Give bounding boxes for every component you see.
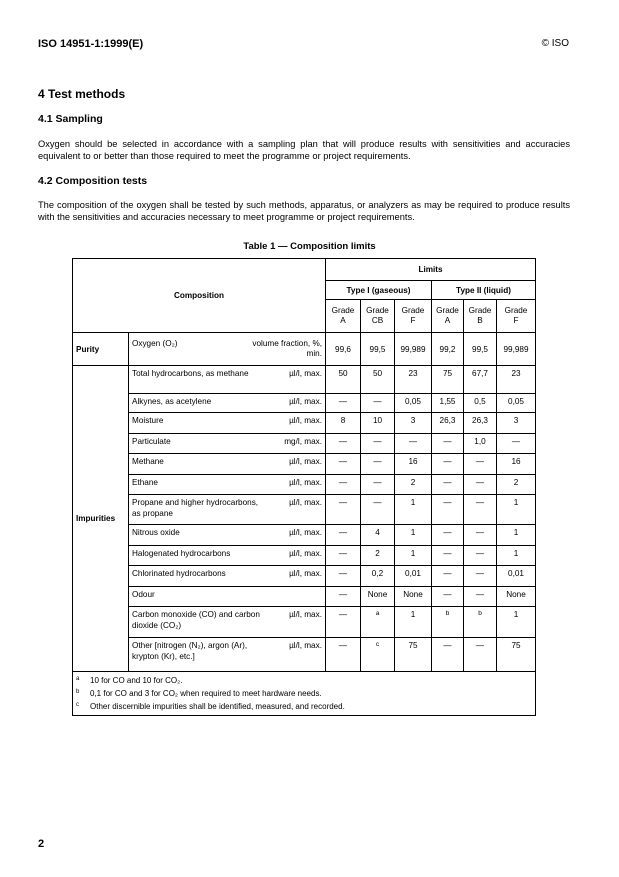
section-4-title: 4 Test methods [38, 87, 126, 101]
impurity-row [73, 546, 536, 566]
impurity-value: — [326, 546, 361, 566]
impurity-value: — [464, 587, 497, 607]
impurity-value: 10 [361, 413, 395, 434]
impurity-composition [129, 607, 326, 638]
impurity-unit: µl/l, max. [289, 457, 322, 466]
impurity-value: 1 [497, 607, 536, 638]
impurity-value: 2 [361, 546, 395, 566]
impurity-row [73, 525, 536, 546]
purity-value: 99,5 [361, 333, 395, 366]
impurity-value: — [464, 475, 497, 495]
impurities-group-label: Impurities [73, 366, 129, 672]
impurity-composition [129, 525, 326, 546]
impurity-name: Carbon monoxide (CO) and carbon dioxide (CO₂) [132, 610, 260, 630]
impurity-value: — [395, 434, 432, 454]
impurity-unit: mg/l, max. [284, 437, 322, 446]
impurity-value: 16 [395, 454, 432, 475]
impurity-row [73, 607, 536, 638]
impurity-value: — [432, 434, 464, 454]
impurity-value: — [497, 434, 536, 454]
impurity-value: None [395, 587, 432, 607]
table-footnote [73, 700, 536, 716]
impurity-value: None [497, 587, 536, 607]
table-footnote [73, 672, 536, 688]
impurity-value: 50 [326, 366, 361, 394]
impurity-value: None [361, 587, 395, 607]
impurity-composition [129, 434, 326, 454]
impurity-composition [129, 475, 326, 495]
table-caption: Table 1 — Composition limits [243, 241, 376, 252]
impurity-value: 2 [497, 475, 536, 495]
footnote-text: 10 for CO and 10 for CO₂. [90, 676, 183, 685]
grade-word: Grade [331, 306, 355, 315]
impurity-value: 0,01 [395, 566, 432, 587]
section-4-1-text: Oxygen should be selected in accordance with a sampling plan that will produce results with sensitivities and accuracies equivalent to or better than those required to meet the programme or project requirements. [38, 139, 570, 161]
impurity-value: 50 [361, 366, 395, 394]
footnote-mark: b [76, 689, 80, 695]
purity-group-label: Purity [73, 333, 129, 366]
impurity-value: 23 [395, 366, 432, 394]
impurity-value: c [361, 638, 395, 672]
grade-header [326, 300, 361, 333]
impurity-value: — [464, 525, 497, 546]
impurity-composition [129, 566, 326, 587]
impurity-composition [129, 546, 326, 566]
impurity-value: — [361, 394, 395, 413]
impurity-value: 1,55 [432, 394, 464, 413]
purity-value: 99,6 [326, 333, 361, 366]
footnote-mark: c [76, 702, 79, 708]
impurity-unit: µl/l, max. [289, 416, 322, 425]
impurity-row [73, 413, 536, 434]
impurity-name: Halogenated hydrocarbons [132, 549, 231, 558]
impurity-value: — [432, 525, 464, 546]
impurity-composition [129, 495, 326, 525]
purity-composition [129, 333, 326, 366]
impurity-value: 1 [395, 495, 432, 525]
footnote-text: Other discernible impurities shall be identified, measured, and recorded. [90, 702, 345, 711]
purity-value: 99,989 [497, 333, 536, 366]
grade-letter: A [340, 316, 346, 325]
impurity-composition [129, 454, 326, 475]
impurity-value: 1,0 [464, 434, 497, 454]
impurity-name: Moisture [132, 416, 164, 425]
impurity-value: — [432, 638, 464, 672]
impurity-value: 75 [432, 366, 464, 394]
impurity-value: 26,3 [432, 413, 464, 434]
impurity-value: 1 [395, 607, 432, 638]
copyright-notice: © ISO [541, 38, 569, 49]
impurity-value: — [432, 566, 464, 587]
impurity-value: 3 [497, 413, 536, 434]
impurity-value: — [326, 566, 361, 587]
impurity-value: 0,01 [497, 566, 536, 587]
impurity-unit: µl/l, max. [289, 549, 322, 558]
grade-header [497, 300, 536, 333]
section-4-2-text: The composition of the oxygen shall be tested by such methods, apparatus, or analyzers as may be required to produce results with the sensitivities and accuracies necessary to meet programme or project requirements. [38, 200, 570, 222]
impurity-composition [129, 638, 326, 672]
section-4-1-title: 4.1 Sampling [38, 113, 103, 125]
impurity-value: — [326, 454, 361, 475]
page-number: 2 [38, 838, 45, 850]
grade-letter: F [410, 316, 416, 325]
impurity-row [73, 454, 536, 475]
impurity-value: — [432, 454, 464, 475]
impurity-name: Total hydrocarbons, as methane [132, 369, 249, 378]
impurity-row [73, 495, 536, 525]
impurity-unit: µl/l, max. [289, 478, 322, 487]
impurity-value: — [326, 638, 361, 672]
impurity-value: 1 [395, 525, 432, 546]
impurity-value: — [326, 434, 361, 454]
impurity-value: — [464, 454, 497, 475]
impurity-value: 2 [395, 475, 432, 495]
impurity-value: 67,7 [464, 366, 497, 394]
impurity-value: 26,3 [464, 413, 497, 434]
impurity-value: 23 [497, 366, 536, 394]
table-footnote [73, 687, 536, 700]
impurity-composition [129, 587, 326, 607]
impurity-name: Alkynes, as acetylene [132, 397, 212, 406]
impurity-unit: µl/l, max. [289, 528, 322, 537]
impurity-value: — [432, 495, 464, 525]
impurity-value: 16 [497, 454, 536, 475]
purity-value: 99,2 [432, 333, 464, 366]
composition-limits-table [72, 258, 536, 716]
grade-word: Grade [436, 306, 459, 315]
impurity-value: 3 [395, 413, 432, 434]
impurity-value: — [464, 566, 497, 587]
grade-header [395, 300, 432, 333]
impurity-value: — [432, 475, 464, 495]
document-id: ISO 14951-1:1999(E) [38, 38, 144, 50]
impurity-name: Methane [132, 457, 164, 466]
purity-name: Oxygen (O₂) [132, 338, 178, 348]
impurity-value: 0,5 [464, 394, 497, 413]
impurity-unit: µl/l, max. [289, 397, 322, 406]
impurity-value: — [361, 434, 395, 454]
impurity-value: — [326, 607, 361, 638]
impurity-value: 1 [497, 546, 536, 566]
impurity-value: 0,05 [395, 394, 432, 413]
purity-value: 99,989 [395, 333, 432, 366]
impurity-unit: µl/l, max. [289, 498, 322, 507]
grade-letter: B [477, 316, 483, 325]
impurity-value: — [464, 495, 497, 525]
impurity-value: — [432, 546, 464, 566]
impurity-value: — [326, 394, 361, 413]
impurity-row [73, 366, 536, 394]
impurity-value: 4 [361, 525, 395, 546]
limits-header: Limits [326, 259, 536, 281]
impurity-unit: µl/l, max. [289, 610, 322, 619]
grade-word: Grade [468, 306, 492, 315]
footnote-mark: a [76, 676, 80, 682]
impurity-name: Chlorinated hydrocarbons [132, 569, 226, 578]
grade-letter: A [444, 316, 451, 325]
impurity-value: — [326, 587, 361, 607]
grade-header [464, 300, 497, 333]
grade-word: Grade [366, 306, 389, 315]
impurity-unit: µl/l, max. [289, 641, 322, 650]
impurity-value: — [361, 475, 395, 495]
impurity-name: Particulate [132, 437, 171, 446]
impurity-composition [129, 394, 326, 413]
impurity-name: Other [nitrogen (N₂), argon (Ar), krypton (Kr), etc.] [132, 641, 248, 661]
impurity-row [73, 638, 536, 672]
impurity-value: 0,05 [497, 394, 536, 413]
impurity-value: — [361, 495, 395, 525]
purity-value: 99,5 [464, 333, 497, 366]
impurity-name: Odour [132, 590, 155, 599]
grade-letter: F [513, 316, 519, 325]
impurity-value: a [361, 607, 395, 638]
impurity-row [73, 434, 536, 454]
footnote-text: 0,1 for CO and 3 for CO₂ when required to meet hardware needs. [90, 689, 322, 698]
grade-header [361, 300, 395, 333]
purity-unit: volume fraction, %, min. [252, 338, 322, 358]
impurity-row [73, 587, 536, 607]
impurity-row [73, 475, 536, 495]
impurity-row [73, 566, 536, 587]
impurity-name: Nitrous oxide [132, 528, 180, 537]
section-4-2-title: 4.2 Composition tests [38, 175, 148, 187]
impurity-value: 75 [395, 638, 432, 672]
impurity-value: — [432, 587, 464, 607]
grade-header [432, 300, 464, 333]
impurity-row [73, 394, 536, 413]
type-2-header: Type II (liquid) [432, 281, 536, 300]
impurity-name: Ethane [132, 478, 158, 487]
impurity-value: — [326, 475, 361, 495]
impurity-value: — [326, 495, 361, 525]
impurity-value: b [464, 607, 497, 638]
impurity-unit: µl/l, max. [289, 369, 322, 378]
impurity-value: 1 [497, 525, 536, 546]
impurity-name: Propane and higher hydrocarbons, as propane [132, 498, 259, 518]
impurity-unit: µl/l, max. [289, 569, 322, 578]
impurity-value: — [361, 454, 395, 475]
grade-letter: CB [371, 316, 384, 325]
type-1-header: Type I (gaseous) [326, 281, 432, 300]
impurity-value: — [464, 546, 497, 566]
impurity-value: b [432, 607, 464, 638]
composition-header: Composition [73, 259, 326, 333]
grade-word: Grade [504, 306, 528, 315]
impurity-value: 8 [326, 413, 361, 434]
grade-word: Grade [401, 306, 425, 315]
impurity-value: 1 [497, 495, 536, 525]
impurity-composition [129, 366, 326, 394]
impurity-value: 1 [395, 546, 432, 566]
impurity-value: — [326, 525, 361, 546]
impurity-value: 0,2 [361, 566, 395, 587]
impurity-value: 75 [497, 638, 536, 672]
impurity-composition [129, 413, 326, 434]
impurity-value: — [464, 638, 497, 672]
